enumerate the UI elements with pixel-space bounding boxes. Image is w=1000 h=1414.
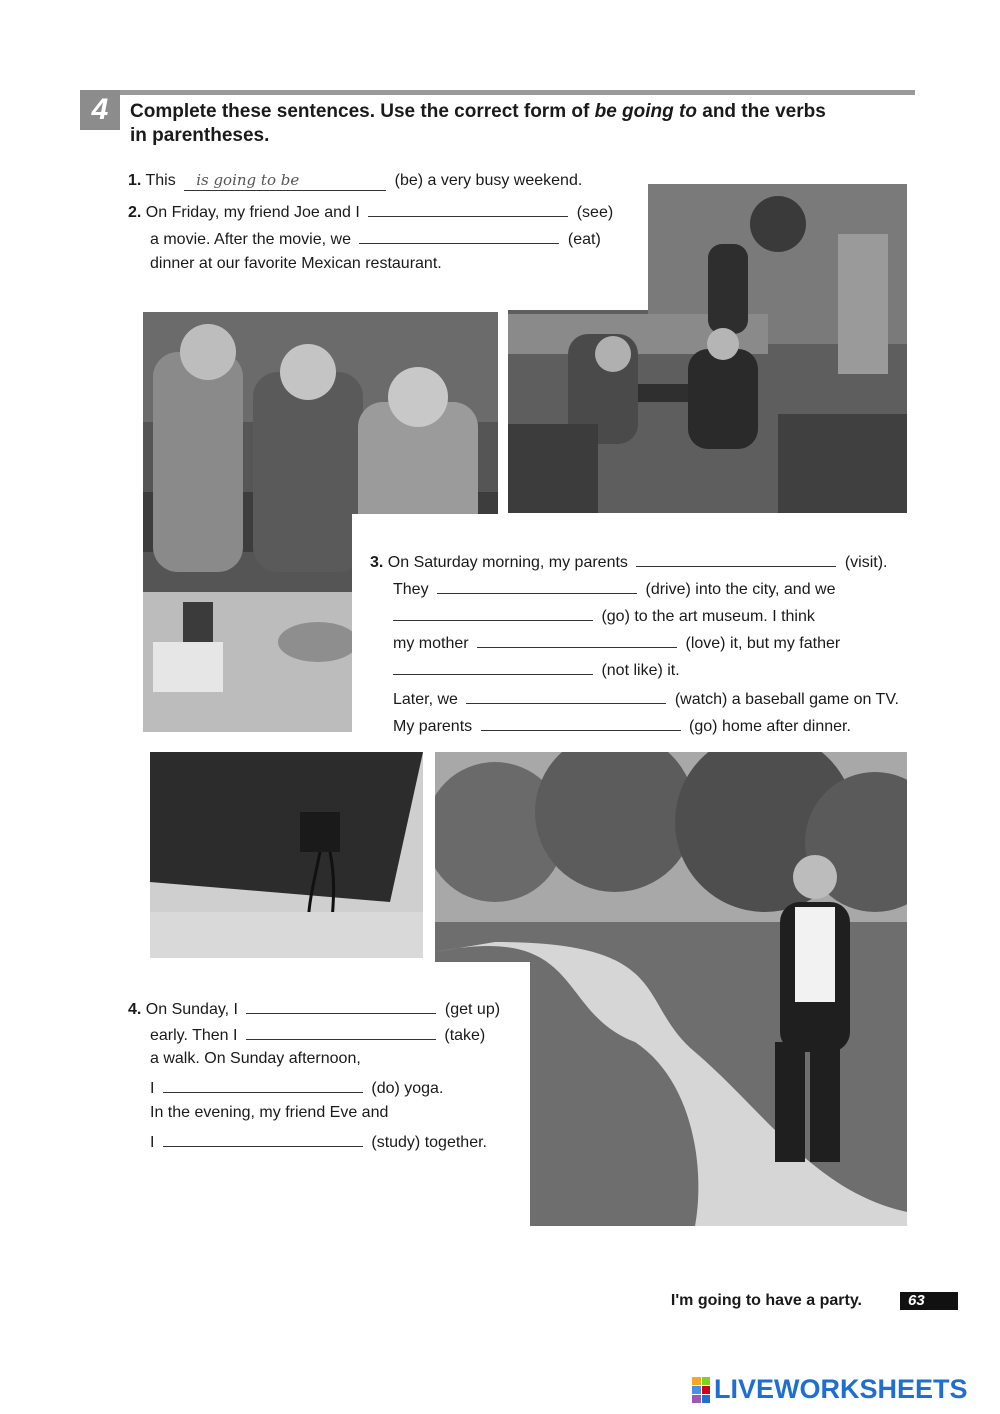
- question-3-line-3: (go) to the art museum. I think: [393, 604, 815, 627]
- question-3-line-5: (not like) it.: [393, 658, 680, 681]
- exercise-number-badge: 4: [80, 90, 120, 130]
- question-2-line-3: dinner at our favorite Mexican restaurant.: [150, 255, 442, 272]
- answer-field-4c[interactable]: [163, 1076, 363, 1093]
- liveworksheets-logo: [692, 1374, 968, 1405]
- answer-field-3a[interactable]: [636, 550, 836, 567]
- question-4-line-1: 4. On Sunday, I (get up): [128, 997, 500, 1020]
- question-4-line-5: In the evening, my friend Eve and: [150, 1104, 389, 1121]
- answer-field-1[interactable]: is going to be: [184, 170, 386, 191]
- header-rule: [118, 90, 915, 95]
- question-3-line-6: Later, we (watch) a baseball game on TV.: [393, 687, 899, 710]
- question-3-line-2: They (drive) into the city, and we: [393, 577, 836, 600]
- answer-field-4a[interactable]: [246, 997, 436, 1014]
- answer-field-3b[interactable]: [437, 577, 637, 594]
- question-4-line-6: I (study) together.: [150, 1130, 487, 1153]
- answer-field-2b[interactable]: [359, 227, 559, 244]
- answer-field-3d[interactable]: [477, 631, 677, 648]
- liveworksheets-icon: [692, 1377, 710, 1403]
- question-2-line-2: a movie. After the movie, we (eat): [150, 227, 601, 250]
- answer-field-3g[interactable]: [481, 714, 681, 731]
- question-3-line-4: my mother (love) it, but my father: [393, 631, 840, 654]
- answer-field-3c[interactable]: [393, 604, 593, 621]
- question-4-line-2: early. Then I (take): [150, 1023, 485, 1046]
- answer-field-3e[interactable]: [393, 658, 593, 675]
- tv-illustration: [150, 752, 423, 958]
- answer-field-4d[interactable]: [163, 1130, 363, 1147]
- answer-field-3f[interactable]: [466, 687, 666, 704]
- liveworksheets-text: LIVEWORKSHEETS: [714, 1374, 968, 1404]
- question-3-line-7: My parents (go) home after dinner.: [393, 714, 851, 737]
- answer-field-4b[interactable]: [246, 1023, 436, 1040]
- answer-field-2a[interactable]: [368, 200, 568, 217]
- question-4-line-3: a walk. On Sunday afternoon,: [150, 1050, 361, 1067]
- footer-unit-title: I'm going to have a party.: [670, 1292, 862, 1309]
- question-1: 1. This is going to be (be) a very busy weekend.: [128, 171, 583, 189]
- page-number: 63: [900, 1292, 958, 1310]
- question-4-line-4: I (do) yoga.: [150, 1076, 443, 1099]
- exercise-instructions: Complete these sentences. Use the correct form of be going to and the verbs in parentheses.: [130, 101, 826, 146]
- question-2-line-1: 2. On Friday, my friend Joe and I (see): [128, 200, 613, 223]
- question-3-line-1: 3. On Saturday morning, my parents (visit).: [370, 550, 887, 573]
